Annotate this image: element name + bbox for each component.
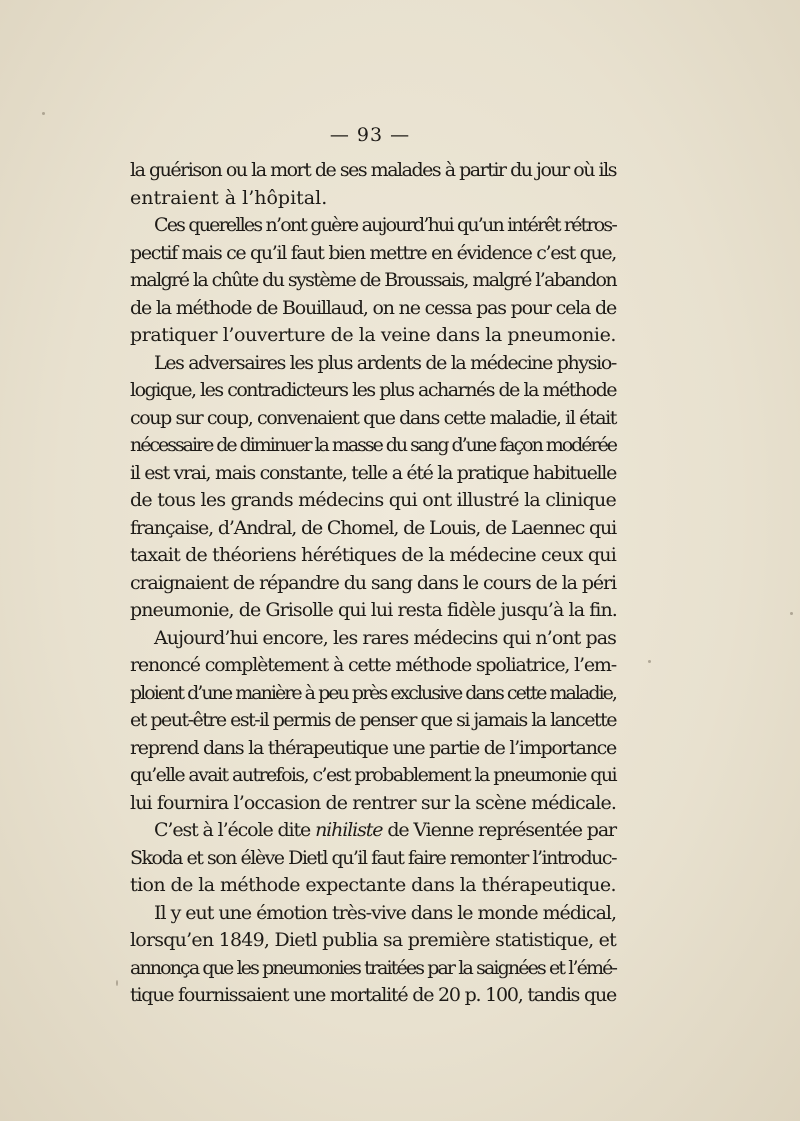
text-line: ploient d’une manière à peu près exclusive dans cette maladie, xyxy=(130,681,616,704)
text-line: nécessaire de diminuer la masse du sang d’une façon modérée xyxy=(130,434,616,456)
text-line: pratiquer l’ouverture de la veine dans la pneumonie. xyxy=(130,324,616,346)
text-line: pectif mais ce qu’il faut bien mettre en évidence c’est que, xyxy=(130,241,616,264)
text-line: coup sur coup, convenaient que dans cette maladie, il était xyxy=(130,406,616,429)
text-line: taxait de théoriens hérétiques de la médecine ceux qui xyxy=(130,544,616,566)
text-line: C’est à l’école dite nihiliste de Vienne représentée par xyxy=(154,819,617,841)
body-text xyxy=(130,157,616,1010)
text-line: la guérison ou la mort de ses malades à partir du jour où ils xyxy=(130,159,616,181)
italic-word: nihiliste xyxy=(315,819,383,841)
text-line: de tous les grands médecins qui ont illustré la clinique xyxy=(130,489,616,511)
text-line: Skoda et son élève Dietl qu’il faut faire remonter l’introduc- xyxy=(130,846,616,869)
text-line: qu’elle avait autrefois, c’est probablement la pneumonie qui xyxy=(130,764,616,786)
text-line: reprend dans la thérapeutique une partie de l’importance xyxy=(130,736,616,759)
text-line: renoncé complètement à cette méthode spoliatrice, l’em- xyxy=(130,654,616,676)
text-line: entraient à l’hôpital. xyxy=(130,186,328,209)
text-line: pneumonie, de Grisolle qui lui resta fidèle jusqu’à la fin. xyxy=(130,599,617,621)
text-line: Aujourd’hui encore, les rares médecins qui n’ont pas xyxy=(154,626,616,649)
text-line: lorsqu’en 1849, Dietl publia sa première statistique, et xyxy=(130,929,616,951)
text-line: tique fournissaient une mortalité de 20 p. 100, tandis que xyxy=(130,984,616,1006)
paper-speck xyxy=(648,660,651,663)
text-line: française, d’Andral, de Chomel, de Louis, de Laennec qui xyxy=(130,516,616,539)
paper-speck xyxy=(42,112,45,115)
paper-speck xyxy=(116,980,118,986)
text-line: malgré la chûte du système de Broussais, malgré l’abandon xyxy=(130,269,616,291)
page-number: — 93 — xyxy=(329,124,411,146)
paper-speck xyxy=(790,612,793,615)
text-line: Les adversaires les plus ardents de la médecine physio- xyxy=(154,351,616,374)
text-line: Il y eut une émotion très-vive dans le monde médical, xyxy=(154,901,616,924)
text-line: tion de la méthode expectante dans la thérapeutique. xyxy=(130,874,616,896)
text-line: lui fournira l’occasion de rentrer sur la scène médicale. xyxy=(130,791,616,814)
text-line: craignaient de répandre du sang dans le cours de la péri xyxy=(130,571,616,594)
text-line: il est vrai, mais constante, telle a été la pratique habituelle xyxy=(130,461,616,484)
text-line: de la méthode de Bouillaud, on ne cessa pas pour cela de xyxy=(130,296,616,319)
text-line: annonça que les pneumonies traitées par la saignées et l’émé- xyxy=(130,956,616,979)
text-line: et peut-être est-il permis de penser que si jamais la lancette xyxy=(130,709,616,731)
text-line: logique, les contradicteurs les plus acharnés de la méthode xyxy=(130,379,616,401)
text-line: Ces querelles n’ont guère aujourd’hui qu’un intérêt rétros- xyxy=(154,214,616,236)
